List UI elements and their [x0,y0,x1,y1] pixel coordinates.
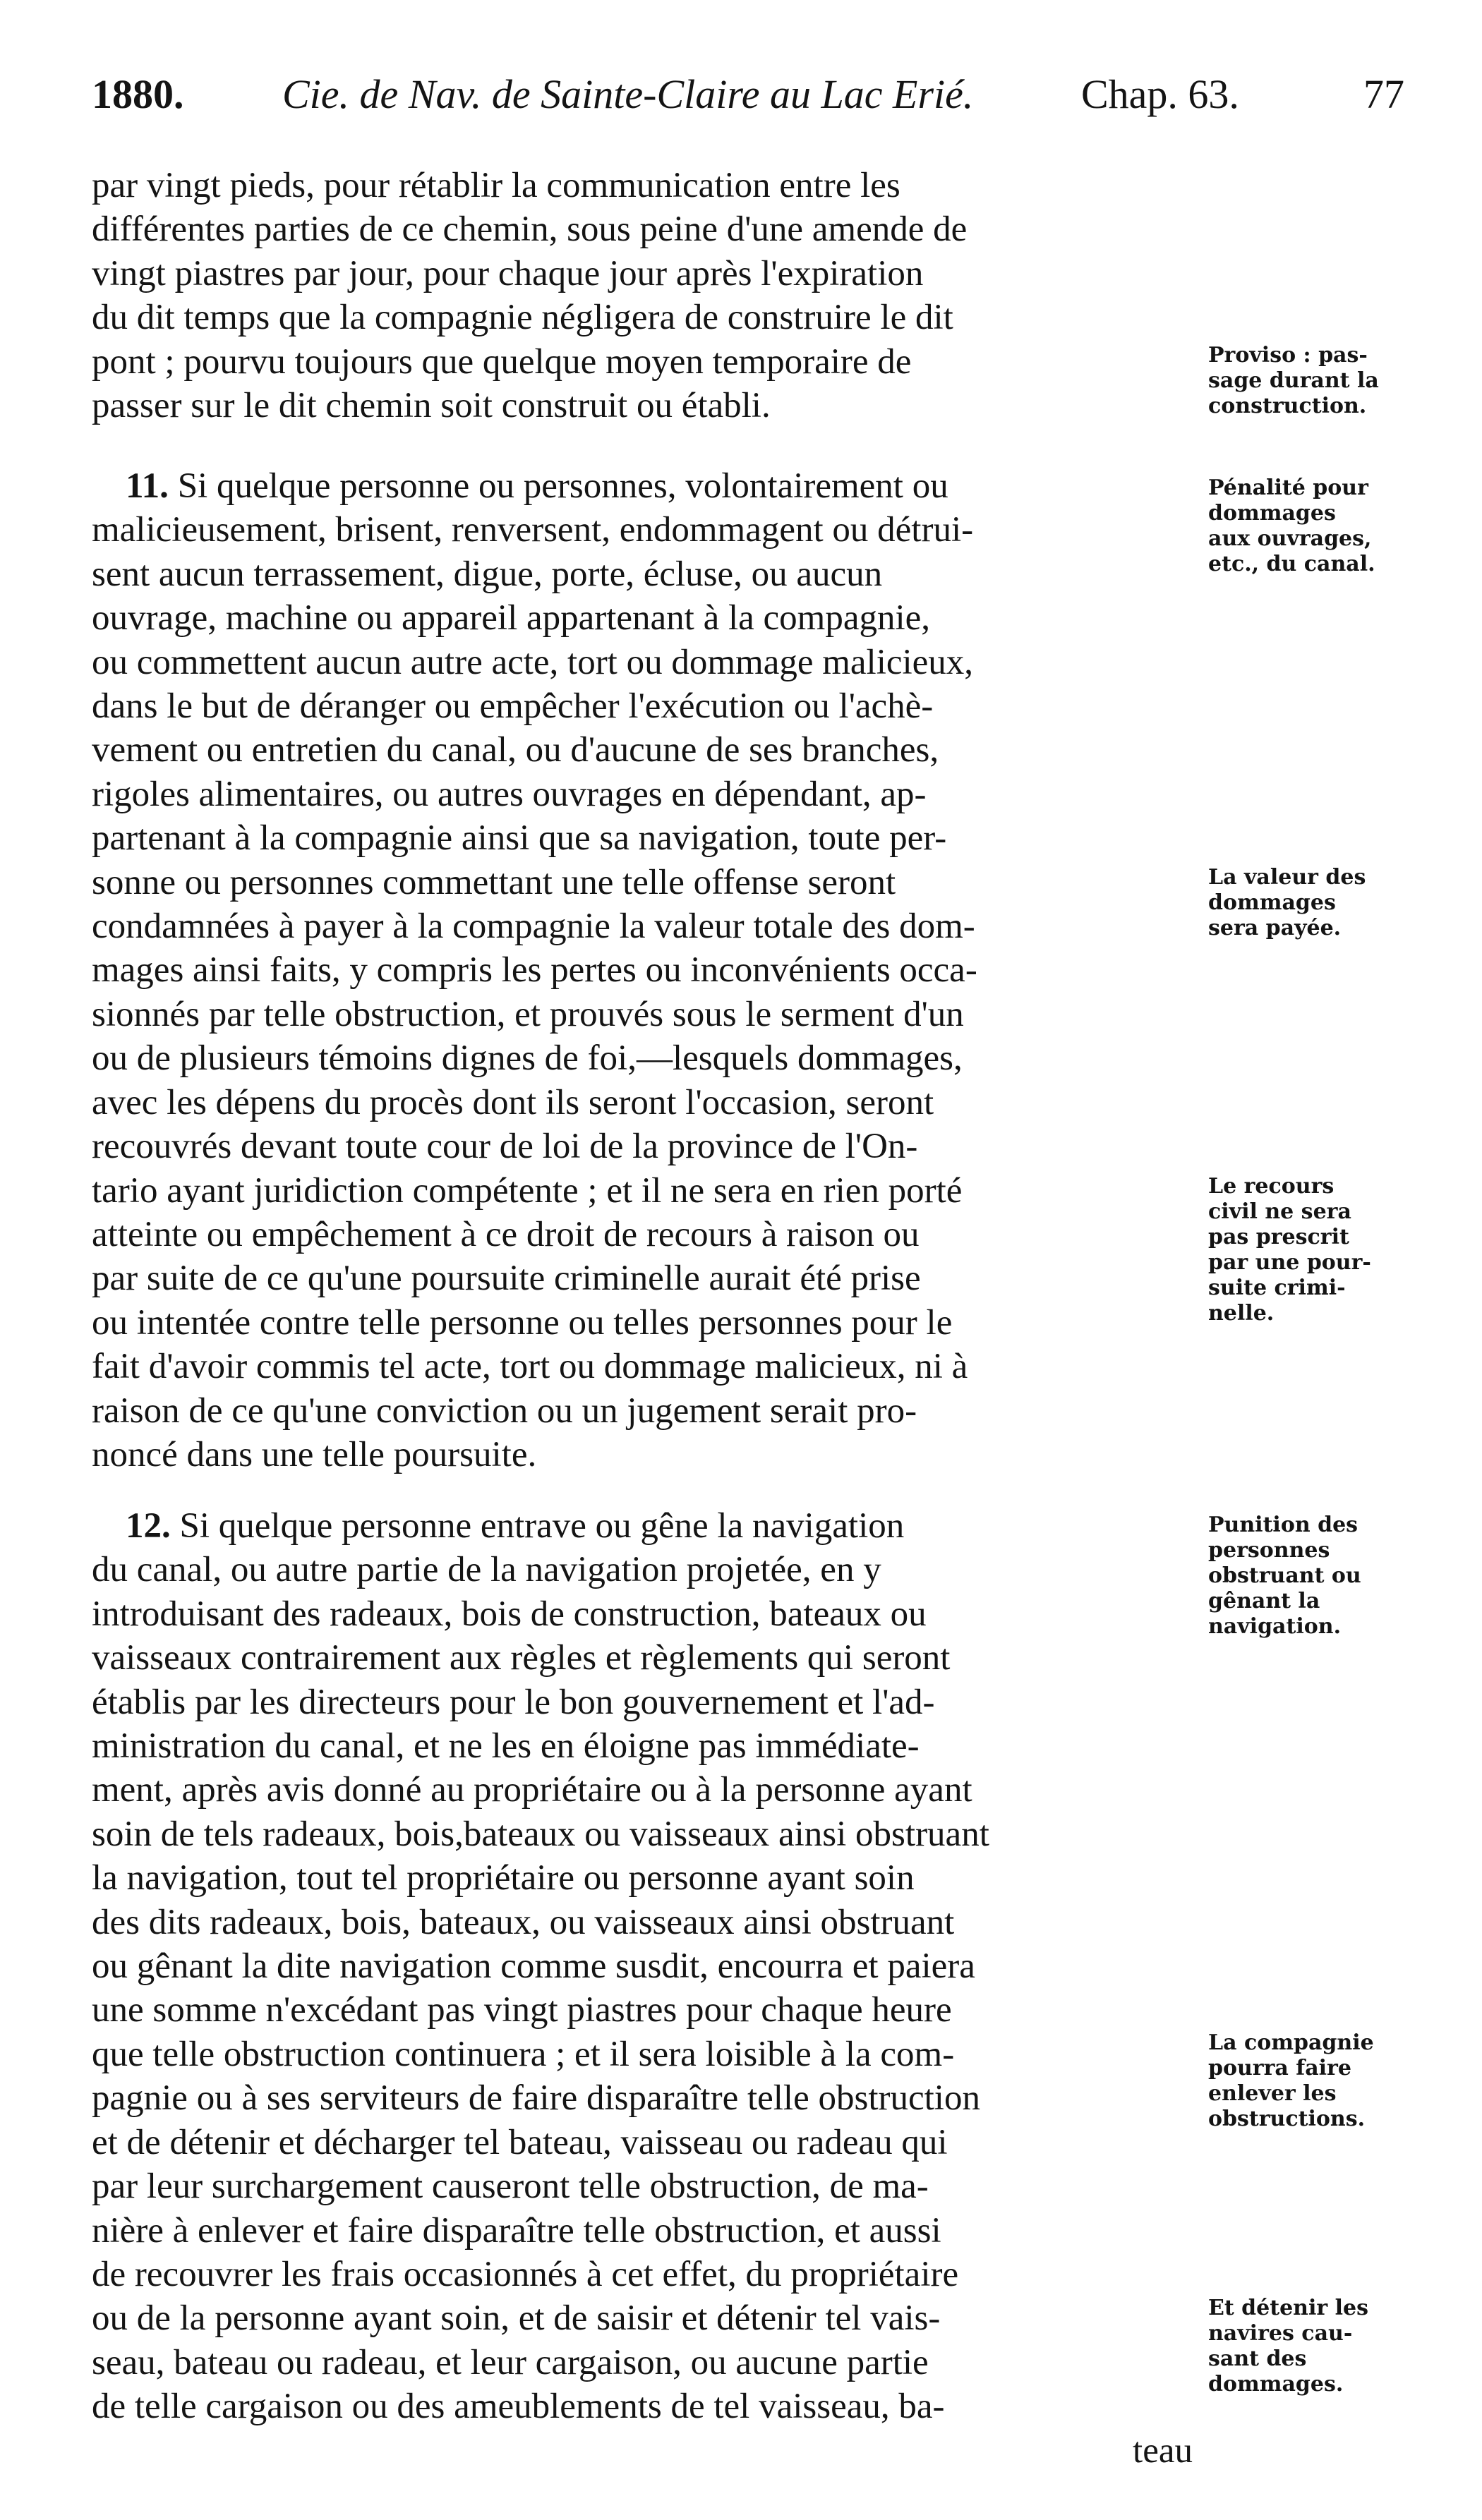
margin-note-valeur [1208,865,1406,941]
catchword: teau [1133,2430,1193,2471]
header-chapter: Chap. 63. [1081,71,1239,117]
note-line: dommages [1208,890,1336,915]
text-line: sent aucun terrassement, digue, porte, écluse, ou aucun [92,554,883,594]
note-line: civil ne sera [1208,1199,1351,1224]
margin-note-compagnie [1208,2030,1406,2132]
note-line: gênant la [1208,1589,1320,1613]
text-line: de recouvrer les frais occasionnés à cet effet, du propriétaire [92,2254,959,2294]
note-line: enlever les [1208,2081,1337,2106]
text-line-content: Si quelque personne ou personnes, volontairement ou [177,466,948,506]
text-line: partenant à la compagnie ainsi que sa navigation, toute per- [92,818,947,859]
text-line: et de détenir et décharger tel bateau, vaisseau ou radeau qui [92,2122,948,2162]
note-line: Le recours [1208,1174,1335,1199]
text-line: raison de ce qu'une conviction ou un jugement serait pro- [92,1391,917,1431]
margin-note-proviso [1208,343,1406,419]
page-number: 77 [1363,71,1404,117]
note-line: construction. [1208,394,1367,418]
text-line: des dits radeaux, bois, bateaux, ou vaisseaux ainsi obstruant [92,1902,955,1942]
text-line [92,464,1193,508]
note-line: dommages [1208,501,1336,526]
text-line: atteinte ou empêchement à ce droit de recours à raison ou [92,1214,920,1254]
text-line: fait d'avoir commis tel acte, tort ou dommage malicieux, ni à [92,1347,968,1387]
text-line: ou commettent aucun autre acte, tort ou dommage malicieux, [92,642,974,682]
text-line: sonne ou personnes commettant une telle offense seront [92,862,896,902]
text-line: dans le but de déranger ou empêcher l'exécution ou l'achè- [92,686,934,727]
text-line: soin de tels radeaux, bois,bateaux ou vaisseaux ainsi obstruant [92,1814,989,1854]
text-line: différentes parties de ce chemin, sous peine d'une amende de [92,210,968,250]
note-line: sant des [1208,2346,1307,2371]
text-line-content: Si quelque personne entrave ou gêne la navigation [179,1506,905,1546]
note-line: obstruant ou [1208,1563,1361,1588]
text-line: ment, après avis donné au propriétaire ou à la personne ayant [92,1770,972,1810]
note-line: dommages. [1208,2372,1344,2397]
text-line: rigoles alimentaires, ou autres ouvrages en dépendant, ap- [92,774,927,814]
note-line: nelle. [1208,1301,1275,1326]
note-line: La valeur des [1208,865,1366,890]
header-title: Cie. de Nav. de Sainte-Claire au Lac Erié. [282,71,974,117]
text-line: établis par les directeurs pour le bon gouvernement et l'ad- [92,1682,935,1722]
text-line: tario ayant juridiction compétente ; et il ne sera en rien porté [92,1170,963,1211]
text-line: par vingt pieds, pour rétablir la communication entre les [92,166,900,205]
text-line: malicieusement, brisent, renversent, endommagent ou détrui- [92,510,974,550]
text-line: recouvrés devant toute cour de loi de la province de l'On- [92,1127,918,1167]
section-11 [92,464,1193,1477]
text-line: seau, bateau ou radeau, et leur cargaison, ou aucune partie [92,2342,929,2382]
text-line: pont ; pourvu toujours que quelque moyen temporaire de [92,341,912,382]
text-line: passer sur le dit chemin soit construit ou établi. [92,386,771,426]
text-line: par leur surchargement causeront telle obstruction, de ma- [92,2167,929,2207]
text-line: vingt piastres par jour, pour chaque jour après l'expiration [92,253,924,293]
text-line: mages ainsi faits, y compris les pertes ou inconvénients occa- [92,950,977,991]
note-line: suite crimi- [1208,1276,1346,1300]
text-line: du dit temps que la compagnie négligera de construire le dit [92,298,953,338]
text-line: ministration du canal, et ne les en éloigne pas immédiate- [92,1726,920,1767]
note-line: sage durant la [1208,368,1379,393]
text-line: la navigation, tout tel propriétaire ou personne ayant soin [92,1858,915,1898]
note-line: navigation. [1208,1614,1342,1639]
text-line: introduisant des radeaux, bois de construction, bateaux ou [92,1594,927,1634]
text-line: de telle cargaison ou des ameublements de tel vaisseau, ba- [92,2387,945,2427]
margin-note-punition [1208,1513,1406,1640]
text-line: une somme n'excédant pas vingt piastres pour chaque heure [92,1990,952,2030]
running-header [92,71,1404,127]
text-line: ou de plusieurs témoins dignes de foi,—lesquels dommages, [92,1038,963,1079]
text-line: sionnés par telle obstruction, et prouvés sous le serment d'un [92,994,964,1034]
note-line: aux ouvrages, [1208,526,1372,551]
note-line: par une pour- [1208,1250,1371,1275]
note-line: pourra faire [1208,2056,1351,2080]
text-line: ou gênant la dite navigation comme susdit, encourra et paiera [92,1946,975,1987]
text-line: condamnées à payer à la compagnie la valeur totale des dom- [92,907,975,947]
margin-note-recours [1208,1174,1406,1326]
text-line: par suite de ce qu'une poursuite criminelle aurait été prise [92,1259,921,1299]
note-line: pas prescrit [1208,1225,1349,1249]
margin-note-detenir [1208,2296,1406,2397]
header-year: 1880. [92,71,184,117]
note-line: Et détenir les [1208,2296,1369,2320]
section-number: 12. [126,1506,171,1546]
note-line: Proviso : pas- [1208,343,1368,368]
text-line: ou intentée contre telle personne ou telles personnes pour le [92,1302,953,1343]
text-line: pagnie ou à ses serviteurs de faire disparaître telle obstruction [92,2078,980,2119]
text-line: du canal, ou autre partie de la navigation projetée, en y [92,1550,881,1590]
note-line: navires cau- [1208,2321,1353,2346]
note-line: Punition des [1208,1513,1358,1537]
margin-note-penalite [1208,475,1406,577]
paragraph-continuation [92,164,1193,428]
note-line: personnes [1208,1538,1330,1563]
note-line: La compagnie [1208,2030,1374,2055]
text-line: ou de la personne ayant soin, et de saisir et détenir tel vais- [92,2298,941,2339]
note-line: etc., du canal. [1208,552,1375,576]
note-line: obstructions. [1208,2107,1366,2131]
text-line: vement ou entretien du canal, ou d'aucune de ses branches, [92,730,939,770]
text-line: ouvrage, machine ou appareil appartenant à la compagnie, [92,598,931,638]
text-line: noncé dans une telle poursuite. [92,1434,537,1474]
section-number: 11. [126,466,169,506]
text-line: nière à enlever et faire disparaître telle obstruction, et aussi [92,2210,941,2251]
text-line [92,1504,1193,1548]
section-12 [92,1504,1193,2473]
note-line: Pénalité pour [1208,475,1368,500]
text-line: avec les dépens du procès dont ils seront l'occasion, seront [92,1082,934,1122]
text-line: que telle obstruction continuera ; et il sera loisible à la com- [92,2034,955,2074]
note-line: sera payée. [1208,916,1342,940]
text-line: vaisseaux contrairement aux règles et règlements qui seront [92,1638,951,1678]
